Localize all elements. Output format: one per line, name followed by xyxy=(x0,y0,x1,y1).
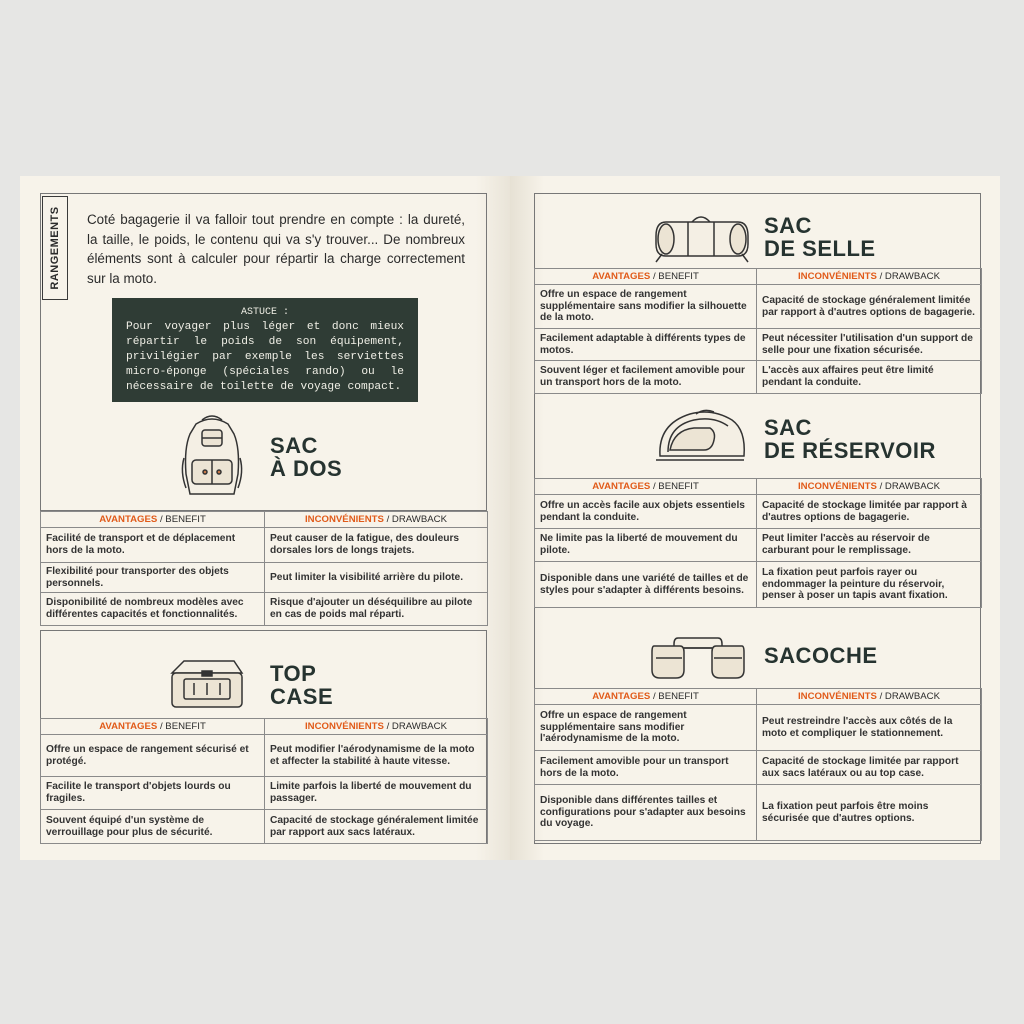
advantage-cell: Offre un espace de rangement supplémentaire sans modifier l'aérodynamisme de la moto. xyxy=(535,705,757,751)
benefit-label: / BENEFIT xyxy=(650,690,699,702)
drawbacks-header xyxy=(757,689,982,705)
advantage-cell: Ne limite pas la liberté de mouvement du pilote. xyxy=(535,529,757,562)
table-row xyxy=(41,593,488,626)
drawback-cell: Capacité de stockage généralement limitée par rapport à d'autres options de bagagerie. xyxy=(757,285,982,329)
table-row xyxy=(535,562,982,608)
advantages-label: AVANTAGES xyxy=(592,690,651,702)
advantages-header xyxy=(41,719,265,735)
sac-a-dos-table xyxy=(40,511,488,626)
section-label-text: RANGEMENTS xyxy=(49,206,61,290)
sac-de-selle-title-line2: DE SELLE xyxy=(764,236,876,261)
drawbacks-header xyxy=(757,479,982,495)
drawbacks-header xyxy=(265,512,488,528)
advantage-cell: Disponibilité de nombreux modèles avec différentes capacités et fonctionnalités. xyxy=(41,593,265,626)
drawback-cell: Capacité de stockage généralement limitée par rapport aux sacs latéraux. xyxy=(265,810,488,844)
advantage-cell: Facilite le transport d'objets lourds ou fragiles. xyxy=(41,777,265,810)
section-label xyxy=(42,196,68,300)
sac-de-selle-title-line1: SAC xyxy=(764,213,812,238)
advantages-label: AVANTAGES xyxy=(592,480,651,492)
intro-paragraph: Coté bagagerie il va falloir tout prendre en compte : la dureté, la taille, le poids, le contenu qui va s'y trouver... De nombreux éléments sont à calculer pour répartir la charge correctement sur la moto. xyxy=(87,212,465,286)
table-row xyxy=(535,751,982,785)
side-bag-icon xyxy=(648,628,748,684)
top-case-title xyxy=(270,662,333,708)
advantages-label: AVANTAGES xyxy=(592,270,651,282)
table-header xyxy=(41,512,488,528)
drawback-cell: Peut nécessiter l'utilisation d'un support de selle pour une fixation sécurisée. xyxy=(757,329,982,361)
top-case-table xyxy=(40,718,488,844)
table-row xyxy=(535,705,982,751)
drawbacks-label: INCONVÉNIENTS xyxy=(798,480,877,492)
table-header xyxy=(41,719,488,735)
sac-a-dos-title-line1: SAC xyxy=(270,433,318,458)
top-case-title-line2: CASE xyxy=(270,684,334,709)
advantage-cell: Offre un espace de rangement sécurisé et protégé. xyxy=(41,735,265,777)
sac-de-reservoir-title xyxy=(764,416,936,462)
table-row xyxy=(535,285,982,329)
sacoche-table xyxy=(534,688,982,841)
table-row xyxy=(41,735,488,777)
sac-de-reservoir-table xyxy=(534,478,982,608)
sac-de-reservoir-title-line1: SAC xyxy=(764,415,812,440)
drawback-label: / DRAWBACK xyxy=(876,690,940,702)
table-header xyxy=(535,269,982,285)
advantages-header xyxy=(535,269,757,285)
advantage-cell: Disponible dans une variété de tailles et de styles pour s'adapter à différents besoins. xyxy=(535,562,757,608)
drawback-cell: Peut limiter l'accès au réservoir de carburant pour le remplissage. xyxy=(757,529,982,562)
sac-a-dos-title xyxy=(270,434,342,480)
table-row xyxy=(41,563,488,593)
advantages-header xyxy=(535,479,757,495)
drawback-cell: Limite parfois la liberté de mouvement du passager. xyxy=(265,777,488,810)
advantage-cell: Facilement adaptable à différents types de motos. xyxy=(535,329,757,361)
sac-de-reservoir-title-line2: DE RÉSERVOIR xyxy=(764,438,936,463)
sacoche-title xyxy=(764,644,878,667)
sac-de-selle-table xyxy=(534,268,982,394)
sacoche-title-line1: SACOCHE xyxy=(764,643,878,668)
benefit-label: / BENEFIT xyxy=(650,480,699,492)
table-row xyxy=(535,329,982,361)
saddle-bag-icon xyxy=(652,208,752,264)
drawbacks-header xyxy=(265,719,488,735)
drawback-cell: Peut modifier l'aérodynamisme de la moto et affecter la stabilité à haute vitesse. xyxy=(265,735,488,777)
table-row xyxy=(41,528,488,563)
advantage-cell: Souvent léger et facilement amovible pour un transport hors de la moto. xyxy=(535,361,757,394)
drawback-cell: Capacité de stockage limitée par rapport aux sacs latéraux ou au top case. xyxy=(757,751,982,785)
drawback-cell: L'accès aux affaires peut être limité pendant la conduite. xyxy=(757,361,982,394)
table-row xyxy=(41,810,488,844)
drawback-label: / DRAWBACK xyxy=(876,270,940,282)
table-row xyxy=(535,495,982,529)
sac-a-dos-title-line2: À DOS xyxy=(270,456,343,481)
drawback-cell: Capacité de stockage limitée par rapport à d'autres options de bagagerie. xyxy=(757,495,982,529)
top-case-title-line1: TOP xyxy=(270,661,317,686)
benefit-label: / BENEFIT xyxy=(157,513,206,525)
drawback-cell: La fixation peut parfois être moins sécurisée que d'autres options. xyxy=(757,785,982,841)
tank-bag-icon xyxy=(652,404,748,470)
advantage-cell: Facilité de transport et de déplacement hors de la moto. xyxy=(41,528,265,563)
advantage-cell: Flexibilité pour transporter des objets personnels. xyxy=(41,563,265,593)
drawback-label: / DRAWBACK xyxy=(383,513,447,525)
advantages-label: AVANTAGES xyxy=(99,513,158,525)
drawbacks-header xyxy=(757,269,982,285)
drawback-cell: Peut causer de la fatigue, des douleurs dorsales lors de longs trajets. xyxy=(265,528,488,563)
drawback-cell: Peut restreindre l'accès aux côtés de la moto et compliquer le stationnement. xyxy=(757,705,982,751)
drawbacks-label: INCONVÉNIENTS xyxy=(305,720,384,732)
drawback-cell: La fixation peut parfois rayer ou endommager la peinture du réservoir, penser à poser un tapis avant fixation. xyxy=(757,562,982,608)
tip-title: ASTUCE : xyxy=(240,307,289,318)
drawback-label: / DRAWBACK xyxy=(383,720,447,732)
benefit-label: / BENEFIT xyxy=(650,270,699,282)
drawback-label: / DRAWBACK xyxy=(876,480,940,492)
advantage-cell: Disponible dans différentes tailles et configurations pour s'adapter aux besoins du voyage. xyxy=(535,785,757,841)
sac-de-selle-title xyxy=(764,214,876,260)
advantages-header xyxy=(535,689,757,705)
advantage-cell: Offre un accès facile aux objets essentiels pendant la conduite. xyxy=(535,495,757,529)
drawbacks-label: INCONVÉNIENTS xyxy=(305,513,384,525)
benefit-label: / BENEFIT xyxy=(157,720,206,732)
backpack-icon xyxy=(172,412,252,500)
advantage-cell: Offre un espace de rangement supplémentaire sans modifier la silhouette de la moto. xyxy=(535,285,757,329)
table-row xyxy=(535,361,982,394)
top-case-icon xyxy=(166,655,248,713)
advantage-cell: Souvent équipé d'un système de verrouillage pour plus de sécurité. xyxy=(41,810,265,844)
table-row xyxy=(535,529,982,562)
advantages-header xyxy=(41,512,265,528)
drawback-cell: Risque d'ajouter un déséquilibre au pilote en cas de poids mal réparti. xyxy=(265,593,488,626)
tip-text: Pour voyager plus léger et donc mieux répartir le poids de son équipement, privilégier par exemple les serviettes micro-éponge (spéciales rando) ou le nécessaire de toilette de voyage compact. xyxy=(126,321,404,393)
table-row xyxy=(535,785,982,841)
table-header xyxy=(535,479,982,495)
drawbacks-label: INCONVÉNIENTS xyxy=(798,690,877,702)
advantages-label: AVANTAGES xyxy=(99,720,158,732)
drawbacks-label: INCONVÉNIENTS xyxy=(798,270,877,282)
tip-box xyxy=(112,298,418,402)
drawback-cell: Peut limiter la visibilité arrière du pilote. xyxy=(265,563,488,593)
advantage-cell: Facilement amovible pour un transport hors de la moto. xyxy=(535,751,757,785)
table-row xyxy=(41,777,488,810)
table-header xyxy=(535,689,982,705)
